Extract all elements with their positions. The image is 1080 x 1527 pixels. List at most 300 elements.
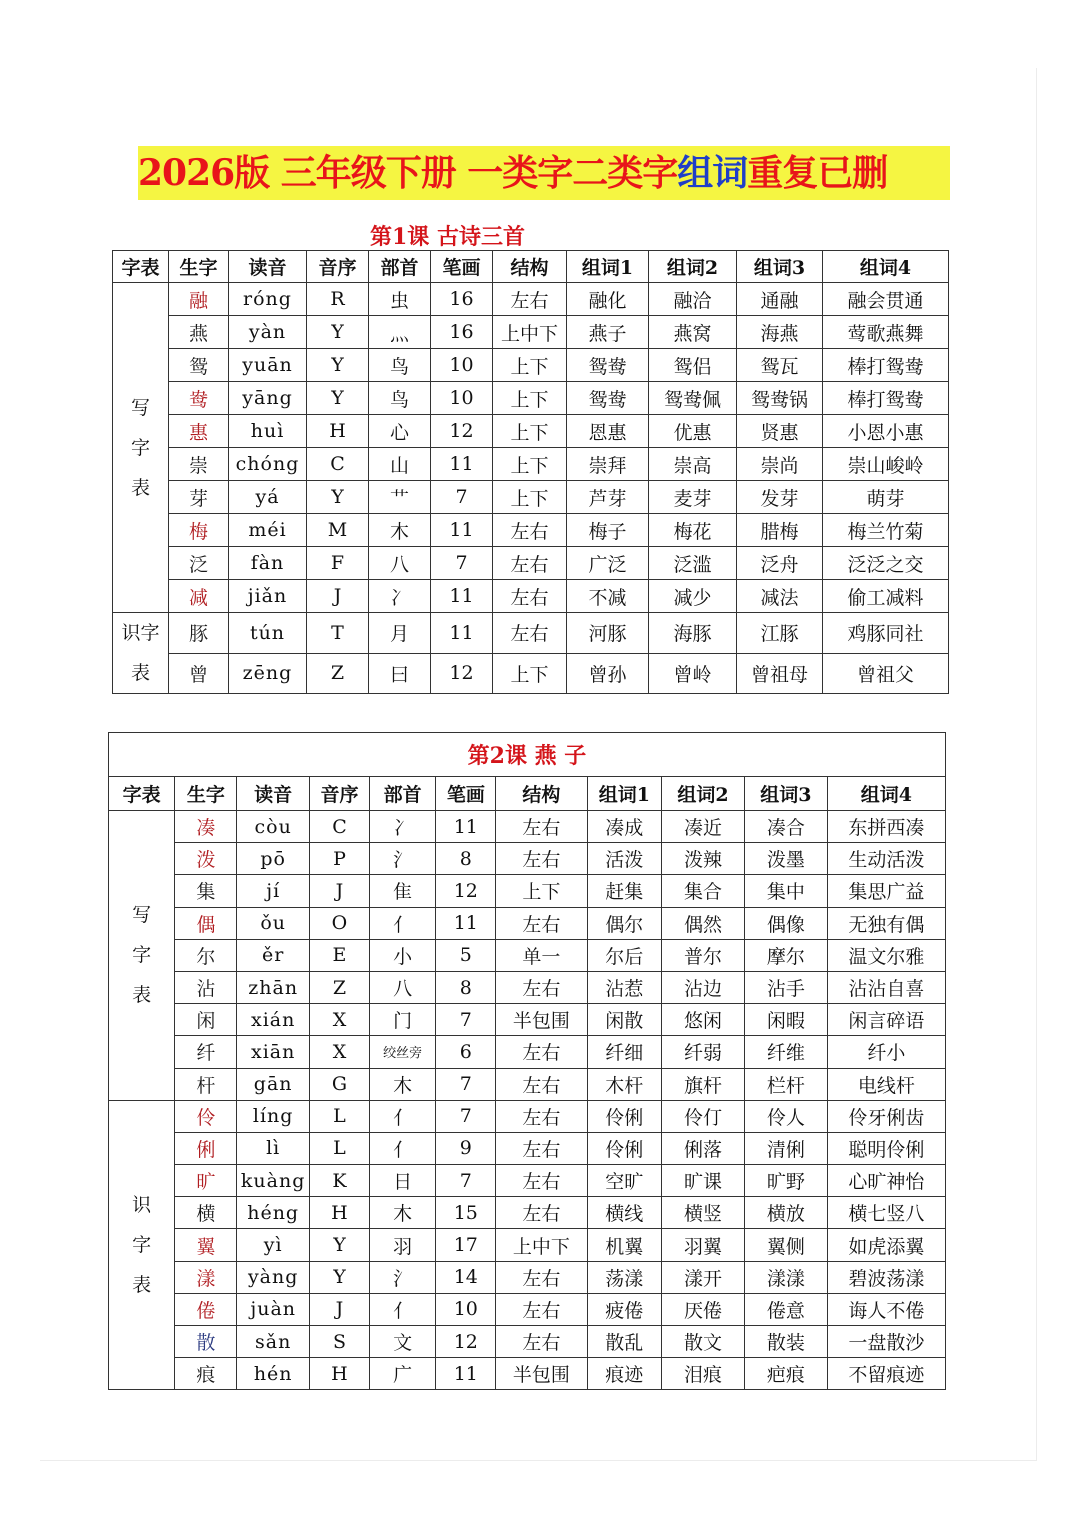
- cell-initial: G: [309, 1068, 369, 1100]
- cell-strokes: 7: [431, 547, 493, 580]
- cell-radical: 月: [369, 613, 431, 654]
- cell-word3: 倦意: [744, 1293, 827, 1325]
- cell-word3: 集中: [744, 875, 827, 907]
- cell-pinyin: róng: [229, 283, 307, 316]
- cell-word3: 曾祖母: [737, 653, 823, 694]
- table-row: [113, 283, 949, 316]
- cell-strokes: 7: [436, 1165, 496, 1197]
- cell-structure: 左右: [493, 613, 567, 654]
- cell-structure: 左右: [493, 283, 567, 316]
- cell-word3: 伶人: [744, 1100, 827, 1132]
- cell-word3: 横放: [744, 1197, 827, 1229]
- cell-word3: 纤维: [744, 1036, 827, 1068]
- cell-strokes: 10: [431, 349, 493, 382]
- cell-initial: L: [309, 1100, 369, 1132]
- cell-radical: 八: [369, 547, 431, 580]
- cell-word4: 鸡豚同社: [823, 613, 949, 654]
- header-word3: 组词3: [744, 777, 827, 811]
- cell-char: 融: [169, 283, 229, 316]
- cell-word2: 俐落: [662, 1132, 745, 1164]
- cell-radical: 亻: [370, 1132, 436, 1164]
- cell-pinyin: zhān: [237, 971, 310, 1003]
- cell-word3: 泼墨: [744, 843, 827, 875]
- cell-initial: E: [309, 939, 369, 971]
- cell-radical: 亻: [370, 907, 436, 939]
- cell-pinyin: huì: [229, 415, 307, 448]
- cell-strokes: 8: [436, 971, 496, 1003]
- cell-radical: 木: [370, 1197, 436, 1229]
- cell-word2: 海豚: [649, 613, 737, 654]
- cell-radical: 绞丝旁: [370, 1036, 436, 1068]
- cell-word3: 闲暇: [744, 1004, 827, 1036]
- header-initial: 音序: [307, 251, 369, 283]
- cell-structure: 半包围: [496, 1004, 587, 1036]
- cell-structure: 上中下: [493, 316, 567, 349]
- header-word1: 组词1: [587, 777, 662, 811]
- cell-initial: X: [309, 1004, 369, 1036]
- cell-radical: 艹: [369, 481, 431, 514]
- cell-strokes: 7: [431, 481, 493, 514]
- lesson1-title: 第1课 古诗三首: [370, 224, 525, 250]
- cell-pinyin: yàng: [237, 1261, 310, 1293]
- cell-word4: 莺歌燕舞: [823, 316, 949, 349]
- table-row: [109, 1004, 946, 1036]
- cell-initial: C: [309, 811, 369, 843]
- cell-strokes: 14: [436, 1261, 496, 1293]
- cell-pinyin: jí: [237, 875, 310, 907]
- cell-word1: 横线: [587, 1197, 662, 1229]
- cell-initial: O: [309, 907, 369, 939]
- cell-word4: 沾沾自喜: [827, 971, 945, 1003]
- header-char: 生字: [169, 251, 229, 283]
- cell-word2: 集合: [662, 875, 745, 907]
- cell-radical: 亻: [370, 1293, 436, 1325]
- cell-word4: 温文尔雅: [827, 939, 945, 971]
- cell-structure: 半包围: [496, 1358, 587, 1390]
- cell-char: 偶: [175, 907, 237, 939]
- header-word3: 组词3: [737, 251, 823, 283]
- header-table-type: 字表: [109, 777, 175, 811]
- cell-strokes: 11: [431, 448, 493, 481]
- cell-pinyin: méi: [229, 514, 307, 547]
- table-row: [109, 1068, 946, 1100]
- table-row: [113, 514, 949, 547]
- cell-word3: 崇尚: [737, 448, 823, 481]
- lesson2-title: 第2课 燕 子: [467, 743, 587, 769]
- table-row: [109, 1132, 946, 1164]
- cell-initial: M: [307, 514, 369, 547]
- cell-pinyin: yàn: [229, 316, 307, 349]
- cell-initial: C: [307, 448, 369, 481]
- cell-word2: 泼辣: [662, 843, 745, 875]
- lesson2-title-cell: [109, 733, 946, 777]
- cell-word4: 伶牙俐齿: [827, 1100, 945, 1132]
- cell-word1: 恩惠: [567, 415, 649, 448]
- cell-word3: 鸳瓦: [737, 349, 823, 382]
- cell-initial: Y: [309, 1261, 369, 1293]
- cell-structure: 左右: [496, 811, 587, 843]
- cell-char: 横: [175, 1197, 237, 1229]
- cell-strokes: 11: [436, 907, 496, 939]
- cell-pinyin: ěr: [237, 939, 310, 971]
- header-radical: 部首: [370, 777, 436, 811]
- cell-char: 泛: [169, 547, 229, 580]
- cell-radical: 木: [370, 1068, 436, 1100]
- cell-word3: 腊梅: [737, 514, 823, 547]
- cell-strokes: 10: [436, 1293, 496, 1325]
- cell-radical: 日: [370, 1165, 436, 1197]
- cell-word1: 空旷: [587, 1165, 662, 1197]
- cell-strokes: 10: [431, 382, 493, 415]
- cell-word4: 泛泛之交: [823, 547, 949, 580]
- table-row: [113, 580, 949, 613]
- cell-char: 梅: [169, 514, 229, 547]
- cell-word1: 活泼: [587, 843, 662, 875]
- table-row: [113, 415, 949, 448]
- cell-char: 泼: [175, 843, 237, 875]
- cell-structure: 上下: [493, 382, 567, 415]
- header-word4: 组词4: [823, 251, 949, 283]
- table-row: [109, 1358, 946, 1390]
- cell-word3: 通融: [737, 283, 823, 316]
- cell-radical: 广: [370, 1358, 436, 1390]
- cell-word2: 鸳侣: [649, 349, 737, 382]
- cell-pinyin: fàn: [229, 547, 307, 580]
- cell-structure: 左右: [496, 1165, 587, 1197]
- table-row: [109, 971, 946, 1003]
- cell-pinyin: ǒu: [237, 907, 310, 939]
- cell-char: 旷: [175, 1165, 237, 1197]
- table-row: [109, 1100, 946, 1132]
- cell-pinyin: yāng: [229, 382, 307, 415]
- cell-radical: 木: [369, 514, 431, 547]
- cell-word1: 机翼: [587, 1229, 662, 1261]
- cell-word2: 横竖: [662, 1197, 745, 1229]
- cell-word3: 翼侧: [744, 1229, 827, 1261]
- cell-initial: J: [309, 1293, 369, 1325]
- cell-structure: 左右: [496, 907, 587, 939]
- cell-word1: 燕子: [567, 316, 649, 349]
- cell-pinyin: zēng: [229, 653, 307, 694]
- cell-word2: 梅花: [649, 514, 737, 547]
- cell-word2: 纤弱: [662, 1036, 745, 1068]
- cell-pinyin: lì: [237, 1132, 310, 1164]
- cell-initial: Z: [307, 653, 369, 694]
- cell-initial: Y: [309, 1229, 369, 1261]
- cell-char: 鸯: [169, 382, 229, 415]
- recognize-table-label: [109, 1100, 175, 1390]
- cell-word4: 无独有偶: [827, 907, 945, 939]
- cell-word4: 不留痕迹: [827, 1358, 945, 1390]
- cell-word2: 旷课: [662, 1165, 745, 1197]
- cell-structure: 左右: [496, 1197, 587, 1229]
- cell-radical: 亻: [370, 1100, 436, 1132]
- table-row: [113, 653, 949, 694]
- cell-word1: 曾孙: [567, 653, 649, 694]
- cell-word2: 散文: [662, 1326, 745, 1358]
- cell-initial: X: [309, 1036, 369, 1068]
- cell-char: 俐: [175, 1132, 237, 1164]
- cell-strokes: 15: [436, 1197, 496, 1229]
- lesson2-table: [108, 732, 946, 1390]
- cell-word2: 融洽: [649, 283, 737, 316]
- cell-radical: 八: [370, 971, 436, 1003]
- cell-word4: 偷工减料: [823, 580, 949, 613]
- cell-strokes: 8: [436, 843, 496, 875]
- header-word4: 组词4: [827, 777, 945, 811]
- cell-initial: Y: [307, 316, 369, 349]
- cell-word2: 凑近: [662, 811, 745, 843]
- cell-char: 漾: [175, 1261, 237, 1293]
- table-row: [109, 1197, 946, 1229]
- cell-word1: 沾惹: [587, 971, 662, 1003]
- cell-word1: 偶尔: [587, 907, 662, 939]
- cell-word3: 减法: [737, 580, 823, 613]
- table-row: [109, 1165, 946, 1197]
- cell-pinyin: líng: [237, 1100, 310, 1132]
- cell-initial: Y: [307, 481, 369, 514]
- cell-word3: 清俐: [744, 1132, 827, 1164]
- table-row: [109, 907, 946, 939]
- cell-word4: 心旷神怡: [827, 1165, 945, 1197]
- cell-radical: 鸟: [369, 349, 431, 382]
- table-row: [113, 613, 949, 654]
- cell-strokes: 16: [431, 316, 493, 349]
- cell-structure: 左右: [493, 514, 567, 547]
- cell-word1: 伶俐: [587, 1100, 662, 1132]
- label-text: 写字表: [132, 904, 152, 1007]
- cell-structure: 左右: [496, 1293, 587, 1325]
- cell-word1: 木杆: [587, 1068, 662, 1100]
- cell-word3: 鸳鸯锅: [737, 382, 823, 415]
- cell-word2: 厌倦: [662, 1293, 745, 1325]
- cell-char: 伶: [175, 1100, 237, 1132]
- cell-word4: 电线杆: [827, 1068, 945, 1100]
- cell-structure: 单一: [496, 939, 587, 971]
- cell-pinyin: xián: [237, 1004, 310, 1036]
- cell-initial: L: [309, 1132, 369, 1164]
- cell-word1: 广泛: [567, 547, 649, 580]
- cell-word2: 偶然: [662, 907, 745, 939]
- cell-word1: 赶集: [587, 875, 662, 907]
- cell-word1: 不减: [567, 580, 649, 613]
- cell-strokes: 12: [431, 415, 493, 448]
- cell-char: 纤: [175, 1036, 237, 1068]
- cell-structure: 左右: [496, 1068, 587, 1100]
- cell-word4: 一盘散沙: [827, 1326, 945, 1358]
- header-initial: 音序: [309, 777, 369, 811]
- header-word2: 组词2: [662, 777, 745, 811]
- header-structure: 结构: [493, 251, 567, 283]
- cell-word1: 闲散: [587, 1004, 662, 1036]
- header-char: 生字: [175, 777, 237, 811]
- cell-pinyin: sǎn: [237, 1326, 310, 1358]
- cell-word2: 漾开: [662, 1261, 745, 1293]
- table-row: [109, 1293, 946, 1325]
- cell-word2: 泪痕: [662, 1358, 745, 1390]
- header-word2: 组词2: [649, 251, 737, 283]
- cell-char: 闲: [175, 1004, 237, 1036]
- title-part1: 2026版 三年级下册 一类字二类字: [138, 152, 678, 194]
- cell-pinyin: juàn: [237, 1293, 310, 1325]
- cell-word3: 沾手: [744, 971, 827, 1003]
- cell-structure: 左右: [496, 1261, 587, 1293]
- cell-radical: 灬: [369, 316, 431, 349]
- cell-strokes: 12: [436, 1326, 496, 1358]
- table-row: [113, 481, 949, 514]
- write-table-label: [109, 811, 175, 1101]
- cell-structure: 上下: [493, 415, 567, 448]
- cell-word2: 曾岭: [649, 653, 737, 694]
- cell-structure: 左右: [493, 580, 567, 613]
- cell-word2: 鸳鸯佩: [649, 382, 737, 415]
- cell-word4: 横七竖八: [827, 1197, 945, 1229]
- cell-initial: H: [309, 1197, 369, 1229]
- cell-word2: 悠闲: [662, 1004, 745, 1036]
- cell-char: 杆: [175, 1068, 237, 1100]
- cell-word4: 诲人不倦: [827, 1293, 945, 1325]
- cell-word1: 芦芽: [567, 481, 649, 514]
- lesson1-table: [112, 250, 949, 694]
- table-row: [109, 1036, 946, 1068]
- cell-radical: 隹: [370, 875, 436, 907]
- cell-strokes: 12: [431, 653, 493, 694]
- cell-radical: 文: [370, 1326, 436, 1358]
- table-row: [109, 1261, 946, 1293]
- cell-initial: J: [307, 580, 369, 613]
- label-text: 写字表: [130, 396, 150, 499]
- cell-pinyin: pō: [237, 843, 310, 875]
- cell-word4: 小恩小惠: [823, 415, 949, 448]
- cell-structure: 左右: [493, 547, 567, 580]
- recognize-table-label: [113, 613, 169, 694]
- cell-word3: 摩尔: [744, 939, 827, 971]
- cell-radical: 心: [369, 415, 431, 448]
- header-structure: 结构: [496, 777, 587, 811]
- cell-word1: 河豚: [567, 613, 649, 654]
- cell-pinyin: tún: [229, 613, 307, 654]
- cell-radical: 山: [369, 448, 431, 481]
- cell-strokes: 11: [431, 580, 493, 613]
- cell-strokes: 7: [436, 1004, 496, 1036]
- cell-word4: 融会贯通: [823, 283, 949, 316]
- cell-char: 芽: [169, 481, 229, 514]
- cell-char: 翼: [175, 1229, 237, 1261]
- cell-word3: 散装: [744, 1326, 827, 1358]
- cell-initial: H: [307, 415, 369, 448]
- header-pinyin: 读音: [229, 251, 307, 283]
- cell-strokes: 7: [436, 1068, 496, 1100]
- cell-word1: 融化: [567, 283, 649, 316]
- cell-word3: 疤痕: [744, 1358, 827, 1390]
- header-pinyin: 读音: [237, 777, 310, 811]
- cell-pinyin: hén: [237, 1358, 310, 1390]
- cell-word1: 疲倦: [587, 1293, 662, 1325]
- header-strokes: 笔画: [436, 777, 496, 811]
- cell-word3: 泛舟: [737, 547, 823, 580]
- table-row: [109, 811, 946, 843]
- cell-strokes: 5: [436, 939, 496, 971]
- cell-pinyin: gān: [237, 1068, 310, 1100]
- cell-strokes: 9: [436, 1132, 496, 1164]
- cell-pinyin: xiān: [237, 1036, 310, 1068]
- cell-char: 沾: [175, 971, 237, 1003]
- cell-radical: 氵: [370, 843, 436, 875]
- cell-word2: 崇高: [649, 448, 737, 481]
- cell-radical: 曰: [369, 653, 431, 694]
- title-part3: 重复已删: [747, 152, 888, 194]
- cell-char: 痕: [175, 1358, 237, 1390]
- cell-initial: K: [309, 1165, 369, 1197]
- cell-word4: 集思广益: [827, 875, 945, 907]
- cell-structure: 上下: [493, 653, 567, 694]
- cell-char: 集: [175, 875, 237, 907]
- cell-structure: 左右: [496, 1036, 587, 1068]
- cell-strokes: 11: [436, 1358, 496, 1390]
- cell-word4: 碧波荡漾: [827, 1261, 945, 1293]
- cell-word4: 生动活泼: [827, 843, 945, 875]
- cell-word2: 优惠: [649, 415, 737, 448]
- cell-initial: S: [309, 1326, 369, 1358]
- cell-strokes: 17: [436, 1229, 496, 1261]
- cell-structure: 左右: [496, 1100, 587, 1132]
- table-row: [113, 448, 949, 481]
- cell-initial: J: [309, 875, 369, 907]
- cell-structure: 左右: [496, 1132, 587, 1164]
- cell-word2: 沾边: [662, 971, 745, 1003]
- cell-radical: 羽: [370, 1229, 436, 1261]
- cell-initial: R: [307, 283, 369, 316]
- cell-strokes: 11: [431, 613, 493, 654]
- cell-structure: 左右: [496, 843, 587, 875]
- cell-char: 凑: [175, 811, 237, 843]
- cell-char: 豚: [169, 613, 229, 654]
- cell-structure: 上下: [493, 448, 567, 481]
- cell-word3: 发芽: [737, 481, 823, 514]
- cell-radical: 虫: [369, 283, 431, 316]
- cell-word1: 痕迹: [587, 1358, 662, 1390]
- cell-word2: 普尔: [662, 939, 745, 971]
- cell-word4: 梅兰竹菊: [823, 514, 949, 547]
- cell-pinyin: yuān: [229, 349, 307, 382]
- cell-word2: 减少: [649, 580, 737, 613]
- cell-initial: F: [307, 547, 369, 580]
- cell-word3: 凑合: [744, 811, 827, 843]
- cell-char: 倦: [175, 1293, 237, 1325]
- cell-word3: 偶像: [744, 907, 827, 939]
- cell-word2: 羽翼: [662, 1229, 745, 1261]
- cell-structure: 左右: [496, 971, 587, 1003]
- table-row: [113, 316, 949, 349]
- cell-strokes: 7: [436, 1100, 496, 1132]
- header-strokes: 笔画: [431, 251, 493, 283]
- cell-initial: T: [307, 613, 369, 654]
- header-table-type: 字表: [113, 251, 169, 283]
- cell-pinyin: yì: [237, 1229, 310, 1261]
- cell-word3: 海燕: [737, 316, 823, 349]
- cell-word1: 荡漾: [587, 1261, 662, 1293]
- cell-word1: 崇拜: [567, 448, 649, 481]
- cell-word1: 鸳鸯: [567, 349, 649, 382]
- header-radical: 部首: [369, 251, 431, 283]
- table-row: [109, 1326, 946, 1358]
- cell-initial: H: [309, 1358, 369, 1390]
- header-word1: 组词1: [567, 251, 649, 283]
- cell-word4: 纤小: [827, 1036, 945, 1068]
- cell-word2: 燕窝: [649, 316, 737, 349]
- cell-structure: 上下: [493, 481, 567, 514]
- cell-initial: Y: [307, 382, 369, 415]
